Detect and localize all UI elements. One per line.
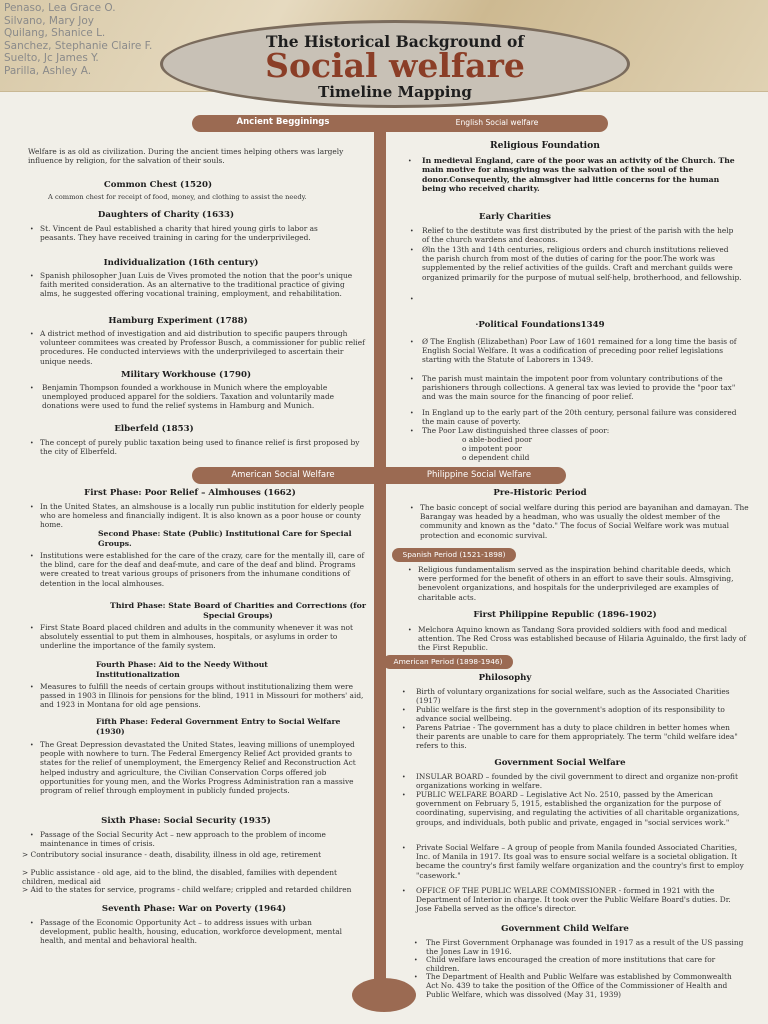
text-gov-3: Private Social Welfare – A group of people from Manila founded Associated Charities, Inc. of Manila in 1917. Its goal was to ensure social welfare is a societal obligation. It became the country's first family welfare organization and the country's first to employ "casework." <box>416 843 744 880</box>
author-name: Quilang, Shanice L. <box>4 27 106 40</box>
bullet-icon: • <box>30 504 34 511</box>
bullet-icon: • <box>408 567 412 574</box>
bullet-icon: • <box>414 957 418 964</box>
bullet-icon: • <box>410 228 414 235</box>
heading-phase-6: Sixth Phase: Social Security (1935) <box>101 816 271 826</box>
period-spanish: Spanish Period (1521-1898) <box>392 548 516 562</box>
author-name: Sanchez, Stephanie Claire F. <box>4 39 153 52</box>
text-political-2: The parish must maintain the impotent poor from voluntary contributions of the parishioners through collections. A general tax was levied to provide the "poor tax" and was the main source for the financing of poor relief. <box>422 374 736 402</box>
text-individualization: Spanish philosopher Juan Luis de Vives promoted the notion that the poor's unique faith merited consideration. As an alternative to the traditional practice of giving alms, he suggested offering vocational training, employment, and rehabilitation. <box>40 271 353 299</box>
bullet-icon: • <box>414 940 418 947</box>
text-phase-6-c: > Public assistance - old age, aid to the blind, the disabled, families with dependent children, medical aid <box>22 868 338 887</box>
bullet-icon: • <box>30 226 34 233</box>
text-first-republic: Melchora Aquino known as Tandang Sora provided soldiers with food and medical attention. The Red Cross was established because of Hilaria Aguinaldo, the first lady of the First Republic. <box>418 625 747 653</box>
section-american: American Social Welfare <box>231 470 335 480</box>
bullet-icon: • <box>410 339 414 346</box>
heading-phase-3: Third Phase: State Board of Charities and Corrections (for Special Groups) <box>110 601 366 620</box>
author-name: Silvano, Mary Joy <box>4 14 94 27</box>
text-political-4: The Poor Law distinguished three classes of poor: <box>422 426 610 435</box>
heading-daughters: Daughters of Charity (1633) <box>97 210 235 220</box>
heading-phase-2: Second Phase: State (Public) Institutional Care for Special Groups. <box>98 529 352 548</box>
heading-religious: Religious Foundation <box>490 140 600 151</box>
text-prehistoric: The basic concept of social welfare during this period are bayanihan and damayan. The Barangay was headed by a headman, who was usually the oldest member of the community and known as the "dato." The focus of Social Welfare work was mutual protection and economic survival. <box>420 503 749 540</box>
bullet-icon: • <box>408 158 412 165</box>
bullet-icon: • <box>30 920 34 927</box>
text-child-1: The First Government Orphanage was founded in 1917 as a result of the US passing the Jones Law in 1916. <box>426 938 744 957</box>
title-line-1: The Historical Background of <box>265 32 525 51</box>
bullet-icon: • <box>402 707 406 714</box>
text-philosophy-2: Public welfare is the first step in the government's adoption of its responsibility to advance social wellbeing. <box>416 705 725 724</box>
bullet-icon: • <box>30 385 34 392</box>
heading-prehistoric: Pre-Historic Period <box>493 488 587 498</box>
bullet-icon: • <box>402 725 406 732</box>
heading-gov-welfare: Government Social Welfare <box>494 758 626 768</box>
bullet-icon: • <box>30 742 34 749</box>
text-political-1: Ø The English (Elizabethan) Poor Law of 1601 remained for a long time the basis of English Social Welfare. It was a codification of preceding poor relief legislations starting with the Statute of Laborers in 1349. <box>422 337 737 365</box>
text-military: Benjamin Thompson founded a workhouse in Munich where the employable unemployed produced apparel for the soldiers. Taxation and voluntarily made donations were used to fund the relief systems in Hamburg and Munich. <box>42 383 335 411</box>
bullet-icon: • <box>410 376 414 383</box>
text-phase-6-d: > Aid to the states for service, programs - child welfare; crippled and retarded children <box>22 885 352 894</box>
text-phase-1: In the United States, an almshouse is a locally run public institution for elderly people who are homeless and financially indigent. It is also known as a poor house or county home. <box>40 502 365 530</box>
text-gov-1: INSULAR BOARD – founded by the civil government to direct and organize non-profit organizations working in welfare. <box>416 772 738 791</box>
text-phase-7: Passage of the Economic Opportunity Act – to address issues with urban development, public health, housing, education, workforce development, mental health, and mental and behavioral health. <box>40 918 343 946</box>
period-american: American Period (1898-1946) <box>383 655 513 669</box>
class-item: o dependent child <box>462 453 530 462</box>
text-daughters: St. Vincent de Paul established a charity that hired young girls to labor as peasants. They have received training in caring for the underprivileged. <box>40 224 318 243</box>
text-phase-5: The Great Depression devastated the United States, leaving millions of unemployed people with nowhere to turn. The Federal Emergency Relief Act provided grants to states for the relief of unemployment, the Emergency Relief and Reconstruction Act helped industry and agriculture, the Civilian Conservation Corps offered job opportunities for young men, and the Works Progress Administration ran a massive program of relief through employment in publicly funded projects. <box>40 740 356 796</box>
text-spanish: Religious fundamentalism served as the inspiration behind charitable deeds, which were performed for the benefit of others in an effort to save their souls. Almsgiving, benevolent organizations, and hospitals for the underprivileged are examples of charitable acts. <box>418 565 734 602</box>
bullet-icon: • <box>30 553 34 560</box>
text-gov-4: OFFICE OF THE PUBLIC WELARE COMMISSIONER - formed in 1921 with the Department of Interior in charge. It took over the Public Welfare Board's duties. Dr. Jose Fabella served as the office's director. <box>416 886 731 914</box>
text-phase-2: Institutions were established for the care of the crazy, care for the mentally ill, care of the blind, care for the deaf and deaf-mute, and care of the deaf and blind. Programs were created to treat various groups of prisoners from the inhumane conditions of detention in the local almhouses. <box>40 551 365 588</box>
timeline-spine <box>374 116 386 984</box>
heading-individualization: Individualization (16th century) <box>103 258 259 268</box>
heading-political: ·Political Foundations1349 <box>475 320 605 330</box>
bullet-icon: • <box>30 832 34 839</box>
title-line-3: Timeline Mapping <box>318 83 472 101</box>
title-main: Social welfare <box>265 46 525 85</box>
heading-phase-1: First Phase: Poor Relief – Almhouses (1662) <box>84 488 296 498</box>
author-name: Suelto, Jc James Y. <box>4 52 99 65</box>
text-phase-3: First State Board placed children and adults in the community whenever it was not absolutely essential to put them in almhouses, hospitals, or asylums in order to underline the importance of the family system. <box>40 623 353 651</box>
heading-phase-5: Fifth Phase: Federal Government Entry to Social Welfare (1930) <box>96 717 341 736</box>
heading-elberfeld: Elberfeld (1853) <box>114 424 194 434</box>
class-item: o able-bodied poor <box>462 435 533 444</box>
section-philippine: Philippine Social Welfare <box>426 470 532 480</box>
section-ancient: Ancient Begginings <box>236 117 330 127</box>
heading-hamburg: Hamburg Experiment (1788) <box>108 316 248 326</box>
author-name: Penaso, Lea Grace O. <box>4 2 116 14</box>
bullet-icon: • <box>402 845 406 852</box>
heading-military: Military Workhouse (1790) <box>120 370 252 380</box>
bullet-icon: • <box>402 689 406 696</box>
bullet-icon: • <box>30 273 34 280</box>
bullet-icon: • <box>414 974 418 981</box>
author-list <box>4 2 152 78</box>
bullet-icon: • <box>30 331 34 338</box>
text-early-2: Øln the 13th and 14th centuries, religious orders and church institutions relieved the parish church from most of the duties of caring for the poor.The work was supplemented by the relief activities of the guilds. Craft and merchant guilds were organized primarily for the purpose of mutual self-help, brotherhood, and fellowship. <box>422 245 742 282</box>
text-phase-6-b: > Contributory social insurance - death, disability, illness in old age, retirement <box>22 850 322 859</box>
text-elberfeld: The concept of purely public taxation being used to finance relief is first proposed by the city of Elberfeld. <box>40 438 360 457</box>
text-child-3: The Department of Health and Public Welfare was established by Commonwealth Act No. 439 to take the position of the Office of the Commissioner of Health and Public Welfare, which was dissolved (May 31, 1939) <box>426 972 732 1000</box>
text-hamburg: A district method of investigation and aid distribution to specific paupers through volunteer commitees was created by Professor Busch, a commissioner for public relief procedures. He conducted interviews with the underprivileged to ascertain their unique needs. <box>40 329 365 366</box>
bullet-icon: • <box>402 774 406 781</box>
text-child-2: Child welfare laws encouraged the creation of more institutions that care for children. <box>426 955 716 974</box>
text-phase-4: Measures to fulfill the needs of certain groups without institutionalizing them were passed in 1903 in Illinois for pensions for the blind, 1911 in Missouri for mothers' aid, and 1923 in Montana for old age pensions. <box>40 682 364 710</box>
title-banner <box>160 20 630 108</box>
heading-common-chest: Common Chest (1520) <box>103 180 213 190</box>
heading-child-welfare: Government Child Welfare <box>501 924 629 934</box>
bullet-icon: • <box>410 247 414 254</box>
intro-text: Welfare is as old as civilization. During the ancient times helping others was largely influence by religion, for the salvation of their souls. <box>28 147 344 166</box>
heading-phase-7: Seventh Phase: War on Poverty (1964) <box>101 904 287 914</box>
section-english: English Social welfare <box>455 118 539 127</box>
heading-philosophy: Philosophy <box>478 673 532 683</box>
text-early-1: Relief to the destitute was first distributed by the priest of the parish with the help of the church wardens and deacons. <box>422 226 734 245</box>
bullet-icon: • <box>402 792 406 799</box>
heading-early-charities: Early Charities <box>479 212 551 222</box>
bullet-icon: • <box>410 428 414 435</box>
heading-first-republic: First Philippine Republic (1896-1902) <box>473 610 657 620</box>
text-philosophy-1: Birth of voluntary organizations for social welfare, such as the Associated Charities (1917) <box>416 687 730 706</box>
text-gov-2: PUBLIC WELFARE BOARD – Legislative Act No. 2510, passed by the American government on February 5, 1915, established the organization for the purpose of coordinating, supervising, and regulating the activities of all charitable organizations, groups, and individuals, both public and private, engaged in "social services work." <box>416 790 740 827</box>
text-phase-6-a: Passage of the Social Security Act – new approach to the problem of income maintenance in times of crisis. <box>40 830 326 849</box>
timeline-end-dot <box>352 978 416 1012</box>
text-religious: In medieval England, care of the poor was an activity of the Church. The main motive for almsgiving was the salvation of the soul of the donor.Consequently, the almsgiver had little concerns for the human being who received charity. <box>422 156 735 194</box>
bullet-icon: • <box>30 625 34 632</box>
bullet-icon: • <box>410 410 414 417</box>
author-name: Parilla, Ashley A. <box>4 64 92 77</box>
text-political-3: In England up to the early part of the 20th century, personal failure was considered the main cause of poverty. <box>422 408 737 427</box>
text-common-chest: A common chest for receipt of food, money, and clothing to assist the needy. <box>48 193 307 201</box>
bullet-icon: • <box>408 627 412 634</box>
bullet-icon: • <box>410 296 414 303</box>
class-item: o impotent poor <box>462 444 522 453</box>
bullet-icon: • <box>410 505 414 512</box>
text-philosophy-3: Parens Patriae - The government has a duty to place children in better homes when their parents are unable to care for them appropriately. The term "child welfare idea" refers to this. <box>416 723 738 751</box>
bullet-icon: • <box>30 684 34 691</box>
bullet-icon: • <box>402 888 406 895</box>
bullet-icon: • <box>30 440 34 447</box>
heading-phase-4: Fourth Phase: Aid to the Needy Without Institutionalization <box>96 660 268 679</box>
